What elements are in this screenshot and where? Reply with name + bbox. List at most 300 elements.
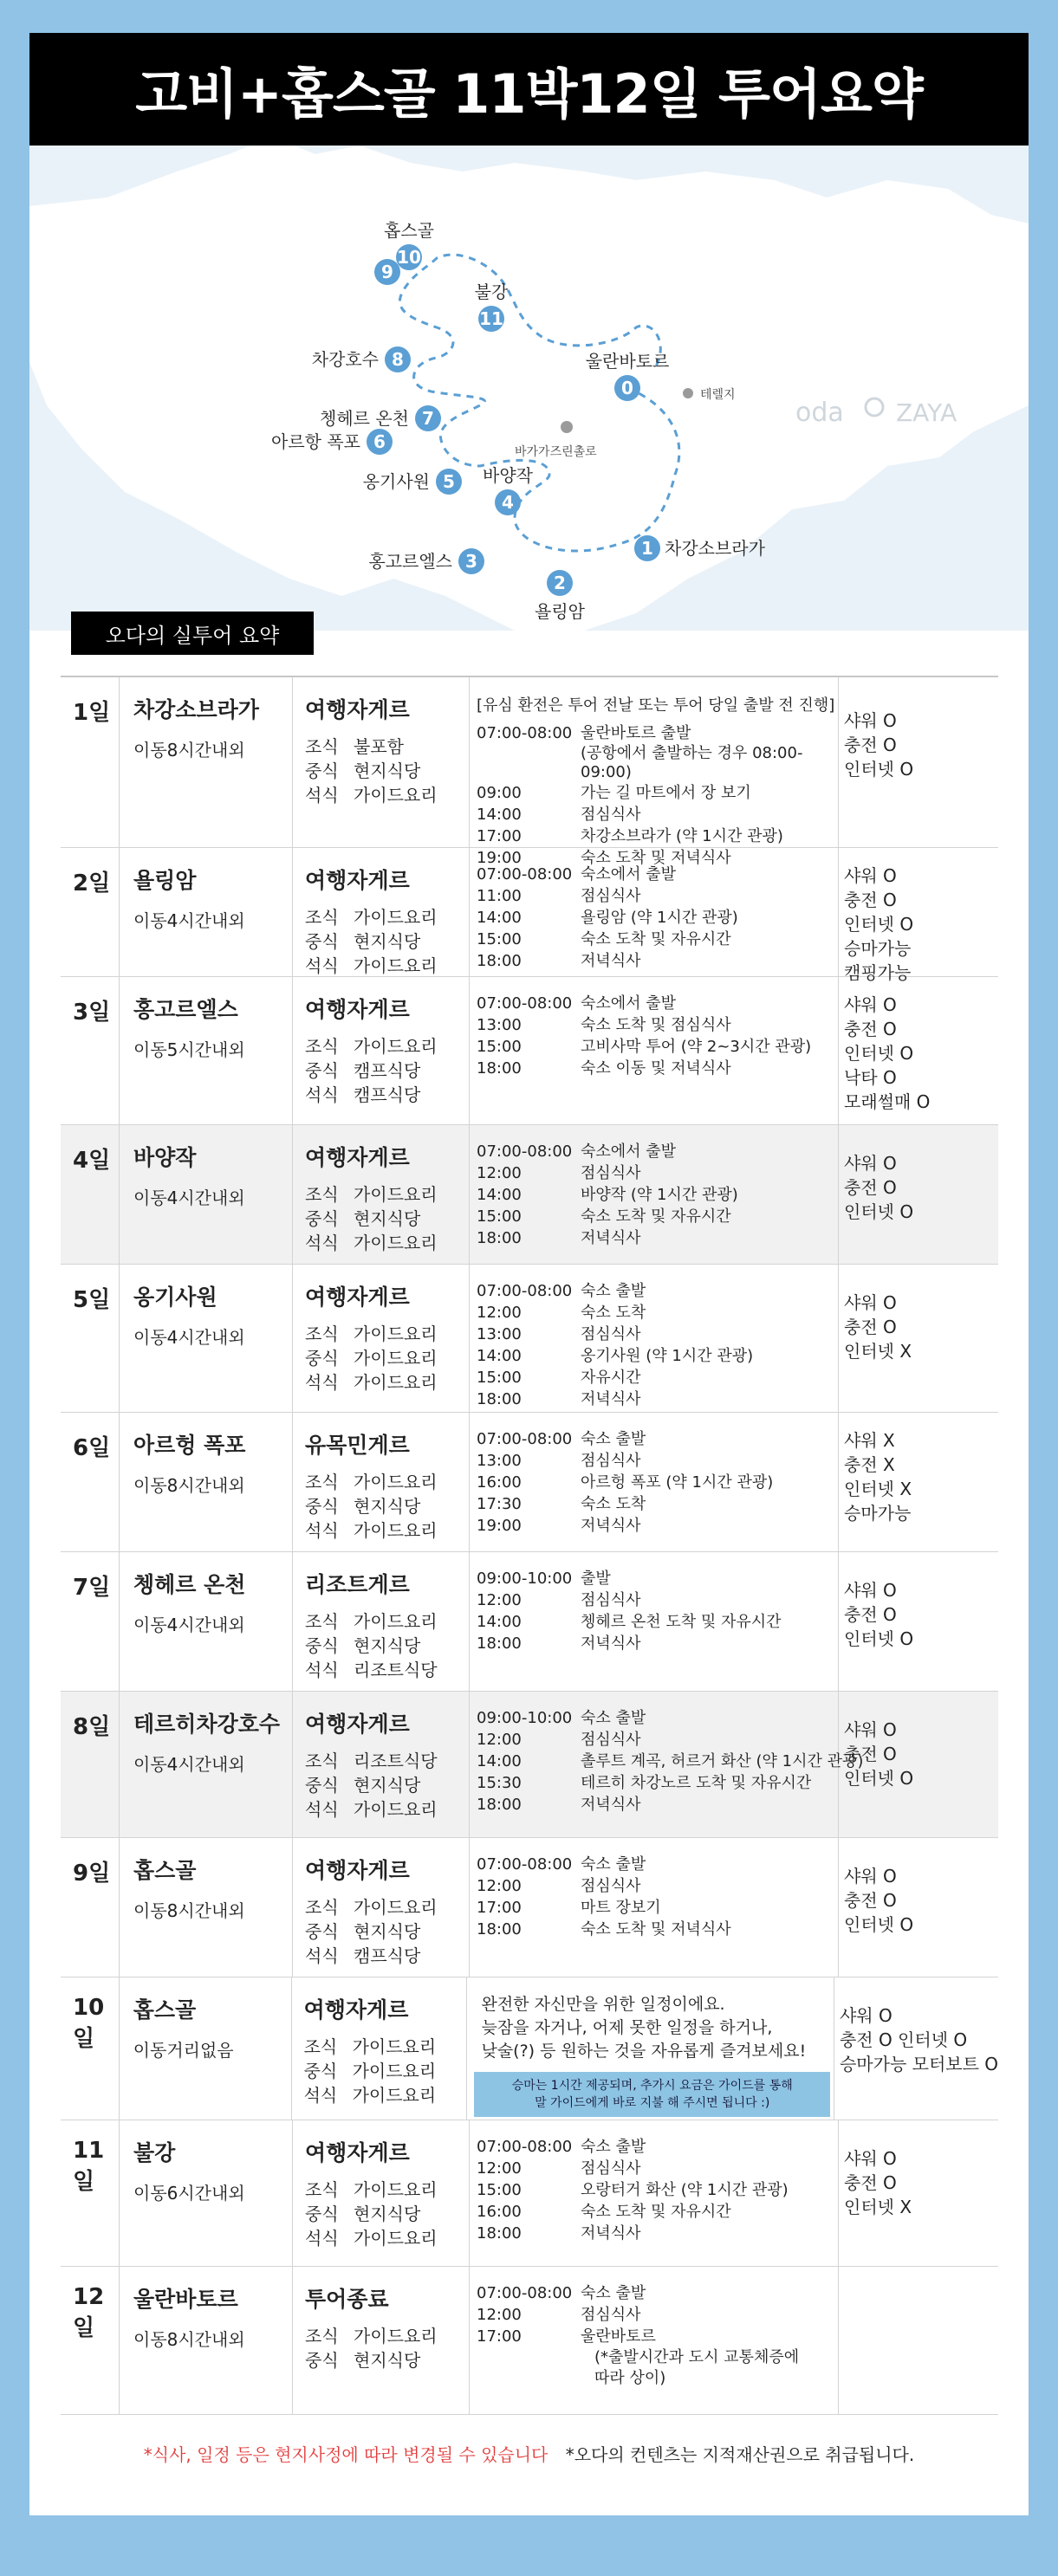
schedule-activity: 점심식사 [581, 1164, 641, 1182]
schedule-time: 14:00 [477, 1752, 522, 1770]
schedule-time: 17:30 [477, 1495, 522, 1513]
place-cell [120, 1265, 293, 1412]
day-cell: 10일 [61, 1977, 120, 2120]
stay-cell [293, 1552, 470, 1691]
place-cell [120, 1125, 293, 1264]
schedule-entry [477, 885, 838, 907]
stay-cell [293, 1413, 470, 1551]
schedule-time: 15:00 [477, 1038, 522, 1056]
stay-name: 여행자게르 [305, 1285, 410, 1310]
schedule-time: 15:00 [477, 1369, 522, 1387]
schedule-entry [477, 1280, 838, 1302]
meal-row [305, 1494, 469, 1518]
meal-row [305, 1609, 469, 1634]
meal-value: 현지식당 [354, 1635, 421, 1656]
schedule-cell [470, 1692, 864, 1837]
schedule-time: 14:00 [477, 909, 522, 927]
schedule-activity: 가는 길 마트에서 장 보기 [581, 784, 751, 802]
meal-type: 중식 [305, 2204, 339, 2224]
meal-row [305, 2324, 469, 2348]
schedule-cell [470, 677, 839, 867]
meal-value: 가이드요리 [352, 2061, 437, 2081]
schedule-activity: 저녁식사 [581, 1634, 641, 1653]
schedule-entry [477, 1493, 838, 1515]
amenity-item: 인터넷 O [844, 1768, 914, 1789]
meal-row [304, 2059, 467, 2083]
schedule-activity: 숙소 도착 [581, 1304, 646, 1322]
meal-type: 중식 [305, 761, 339, 781]
brand-oda: oda [795, 398, 844, 428]
meal-type: 중식 [303, 2061, 338, 2081]
meal-list [304, 2035, 467, 2107]
map-stop-label: 홉스골 [384, 220, 434, 241]
map-stop-number: 4 [502, 492, 514, 513]
schedule-entry [477, 1162, 838, 1184]
table-row [61, 2267, 998, 2415]
schedule-activity: 오랑터거 화산 (약 1시간 관광) [581, 2181, 789, 2199]
schedule-entry [477, 1568, 838, 1589]
meal-value: 캠프식당 [354, 1084, 421, 1105]
day-cell: 7일 [61, 1552, 120, 1691]
amenity-item: 인터넷 O [844, 1201, 914, 1222]
schedule-activity: 테르히 차강노르 도착 및 자유시간 [581, 1774, 812, 1792]
amenities-cell [839, 1692, 998, 1837]
meal-list [305, 1895, 469, 1968]
place-name: 쳉헤르 온천 [133, 1572, 246, 1597]
amenity-item: 인터넷 O [844, 914, 914, 935]
meal-value: 가이드요리 [354, 955, 438, 976]
map-stop-label: 홍고르엘스 [368, 551, 452, 572]
schedule-entry [477, 1472, 838, 1493]
day-cell: 9일 [61, 1838, 120, 1977]
meal-value: 가이드요리 [354, 2326, 438, 2346]
schedule-entry [477, 1794, 838, 1815]
meal-value: 가이드요리 [354, 2228, 438, 2249]
schedule-entry [477, 1751, 864, 1772]
schedule-activity: 점심식사 [581, 1731, 641, 1749]
meal-value: 가이드요리 [354, 2179, 438, 2200]
amenities-cell [839, 677, 998, 847]
stay-cell [293, 848, 470, 976]
schedule-entry [477, 1184, 838, 1206]
schedule-time: 07:00-08:00 [477, 1855, 573, 1874]
schedule-activity: 점심식사 [581, 1452, 641, 1470]
day-cell: 4일 [61, 1125, 120, 1264]
meal-row [305, 1207, 469, 1231]
meal-row [305, 1034, 469, 1058]
itinerary-table [61, 676, 998, 2415]
table-row [61, 1552, 998, 1692]
meal-row [305, 1346, 469, 1370]
meal-value: 현지식당 [354, 1496, 421, 1517]
schedule-activity: 저녁식사 [581, 1229, 641, 1247]
schedule-activity: 점심식사 [581, 1877, 641, 1895]
place-name: 테르히차강호수 [133, 1712, 281, 1737]
meal-row [305, 1919, 469, 1944]
amenity-item: 인터넷 O [844, 759, 914, 780]
place-cell [120, 1977, 292, 2120]
map-stop-number: 3 [465, 551, 477, 572]
schedule-activity: 저녁식사 [581, 1517, 641, 1535]
meal-type: 중식 [305, 1060, 339, 1081]
schedule-cell [470, 2267, 839, 2414]
brand-zaya: ZAYA [896, 398, 957, 427]
table-row [61, 1265, 998, 1413]
schedule-entry [477, 782, 838, 804]
schedule-cell [470, 977, 839, 1124]
schedule-entry [477, 2158, 838, 2179]
stay-cell [292, 1977, 468, 2120]
schedule-activity: 숙소 도착 및 자유시간 [581, 1207, 731, 1226]
meal-type: 석식 [305, 1084, 339, 1105]
schedule-activity: 숙소 출발 [581, 1430, 646, 1448]
schedule-activity: 숙소 도착 및 자유시간 [581, 930, 731, 948]
schedule-time: 18:00 [477, 1796, 522, 1814]
place-name: 홍고르엘스 [133, 997, 238, 1022]
meal-value: 현지식당 [354, 1775, 421, 1796]
meal-row [305, 1518, 469, 1543]
city-label-a: 테렐지 [700, 388, 736, 402]
schedule-cell [467, 1977, 834, 2120]
schedule-activity: 저녁식사 [581, 952, 641, 970]
stay-name: 여행자게르 [305, 997, 410, 1022]
schedule-entry [477, 2223, 838, 2244]
meal-type: 석식 [305, 1799, 339, 1820]
schedule-activity: 숙소 도착 및 저녁식사 [581, 1920, 731, 1938]
schedule-time: 18:00 [477, 2224, 522, 2243]
meal-value: 가이드요리 [354, 1348, 438, 1369]
map-stop-number: 1 [641, 538, 653, 559]
schedule-entry [477, 825, 838, 847]
day-cell: 5일 [61, 1265, 120, 1412]
meal-row [305, 1470, 469, 1494]
schedule-time: 18:00 [477, 1390, 522, 1408]
stay-name: 여행자게르 [305, 1712, 410, 1737]
schedule-entry [477, 1014, 838, 1036]
day-cell: 1일 [61, 677, 120, 847]
schedule-entry [477, 1141, 838, 1162]
table-row [61, 677, 998, 867]
amenities-cell [839, 2120, 998, 2266]
schedule-time: 07:00-08:00 [477, 2138, 573, 2156]
stay-name: 리조트게르 [305, 1572, 410, 1597]
map-stop-label: 차강소브라가 [665, 538, 765, 559]
schedule-activity: 아르헝 폭포 (약 1시간 관광) [581, 1473, 774, 1492]
place-cell [120, 2120, 293, 2266]
move-time: 이동6시간내외 [133, 2183, 245, 2204]
amenity-item: 캠핑가능 [844, 962, 912, 983]
schedule-entry [477, 993, 838, 1014]
schedule-activity: 저녁식사 [581, 1796, 641, 1814]
amenity-item: 인터넷 O [844, 1914, 914, 1935]
table-row [61, 1692, 998, 1838]
meal-value: 캠프식당 [354, 1060, 421, 1081]
table-row [61, 1125, 998, 1265]
meal-value: 가이드요리 [354, 1611, 438, 1632]
meal-value: 리조트식당 [354, 1751, 438, 1771]
schedule-activity: 점심식사 [581, 806, 641, 824]
amenity-item: 충전 X [844, 1454, 895, 1475]
map-stop-number: 7 [422, 408, 434, 429]
amenity-item: 충전 O 인터넷 O [839, 2029, 968, 2050]
stay-cell [293, 1692, 470, 1837]
place-cell [120, 1413, 293, 1551]
schedule-entry [477, 1729, 838, 1751]
move-time: 이동거리없음 [133, 2040, 234, 2061]
meal-row [305, 905, 469, 929]
schedule-time: 12:00 [477, 2306, 522, 2324]
schedule-entry [477, 1897, 838, 1919]
meal-row [305, 783, 469, 807]
schedule-time: 13:00 [477, 1325, 522, 1343]
map-stop-label: 울란바토르 [585, 351, 670, 372]
schedule-time: 13:00 [477, 1016, 522, 1034]
schedule-entry [477, 1854, 838, 1875]
meal-row [305, 1797, 469, 1822]
schedule-activity: 저녁식사 [581, 1390, 641, 1408]
amenity-item: 충전 O [844, 1604, 897, 1625]
schedule-activity: 숙소 도착 및 저녁식사 [581, 849, 731, 867]
meal-list [305, 1034, 469, 1107]
schedule-time: 16:00 [477, 1473, 522, 1492]
meal-type: 중식 [305, 1921, 339, 1942]
meal-value: 현지식당 [354, 931, 421, 952]
schedule-activity: 숙소에서 출발 [581, 865, 677, 883]
table-row [61, 2120, 998, 2267]
schedule-time: 12:00 [477, 2159, 522, 2178]
schedule-entry [477, 722, 838, 744]
map-stop-label: 차강호수 [311, 349, 379, 370]
schedule-time: 12:00 [477, 1731, 522, 1749]
amenity-item: 충전 O [844, 1177, 897, 1198]
meal-type: 조식 [305, 2326, 339, 2346]
schedule-time: 07:00-08:00 [477, 1282, 573, 1300]
schedule-activity: 쳉헤르 온천 도착 및 자유시간 [581, 1613, 782, 1631]
place-name: 옹기사원 [133, 1285, 217, 1310]
meal-row [305, 735, 469, 759]
meal-row [305, 929, 469, 954]
map-stop-number: 11 [479, 308, 503, 329]
page-title: 고비+홉스골 11박12일 투어요약 [29, 33, 1029, 146]
meal-type: 조식 [305, 1184, 339, 1205]
schedule-entry [477, 2201, 838, 2223]
meal-list [305, 1322, 469, 1395]
move-time: 이동8시간내외 [133, 1900, 245, 1921]
schedule-cell [470, 1552, 839, 1691]
amenities-cell [839, 1125, 998, 1264]
schedule-activity: 점심식사 [581, 1325, 641, 1343]
amenity-item: 승마가능 [844, 938, 912, 959]
schedule-entry [477, 1707, 838, 1729]
stay-name: 여행자게르 [305, 697, 410, 722]
meal-value: 가이드요리 [354, 907, 438, 928]
map-stop-label: 아르항 폭포 [271, 431, 360, 452]
place-name: 울란바토르 [133, 2287, 238, 2312]
note-line: 승마는 1시간 제공되며, 추가시 요금은 가이드를 통해 [511, 2079, 793, 2093]
meal-type: 석식 [303, 2085, 338, 2106]
meal-row [305, 2226, 469, 2250]
amenity-item: 샤워 O [844, 1866, 897, 1887]
amenities-cell [834, 1977, 998, 2120]
meal-value: 현지식당 [354, 1921, 421, 1942]
city-label-b: 바가가즈린촐로 [515, 445, 597, 459]
amenity-item: 인터넷 X [844, 2197, 912, 2217]
meal-value: 현지식당 [354, 2204, 421, 2224]
amenities-cell [839, 1413, 998, 1551]
meal-type: 조식 [305, 1751, 339, 1771]
meal-type: 중식 [305, 1348, 339, 1369]
map-stop-number: 6 [373, 431, 386, 452]
schedule-notice: [유심 환전은 투어 전날 또는 투어 당일 출발 전 진행] [477, 696, 835, 715]
place-cell [120, 977, 293, 1124]
schedule-activity: 숙소 도착 및 자유시간 [581, 2203, 731, 2221]
footer-black-note: *오다의 컨텐츠는 지적재산권으로 취급됩니다. [565, 2444, 915, 2465]
schedule-time: 19:00 [477, 849, 522, 867]
schedule-activity: 숙소에서 출발 [581, 1142, 677, 1161]
schedule-time: 07:00-08:00 [477, 1142, 573, 1161]
schedule-activity: 차강소브라가 (약 1시간 관광) [581, 827, 783, 845]
meal-list [305, 1609, 469, 1682]
schedule-time: 14:00 [477, 1613, 522, 1631]
schedule-entry [477, 1772, 838, 1794]
amenity-item: 모래썰매 O [844, 1091, 931, 1112]
map-svg [29, 146, 1029, 631]
amenity-item: 충전 O [844, 735, 897, 755]
schedule-entry [477, 804, 838, 825]
meal-type: 조식 [305, 1036, 339, 1057]
schedule-entry [477, 1589, 838, 1611]
schedule-activity: 숙소 출발 [581, 1855, 646, 1874]
meal-row [305, 1083, 469, 1107]
schedule-entry [477, 1367, 838, 1388]
amenity-item: 샤워 X [844, 1430, 895, 1451]
schedule-activity: 점심식사 [581, 2159, 641, 2178]
meal-row [305, 1773, 469, 1797]
schedule-time: 15:00 [477, 930, 522, 948]
schedule-time: 07:00-08:00 [477, 865, 573, 883]
amenity-item: 충전 O [844, 1890, 897, 1911]
stay-name: 여행자게르 [305, 2140, 410, 2165]
place-cell [120, 1692, 293, 1837]
map-stop-number: 8 [392, 349, 404, 370]
meal-value: 현지식당 [354, 761, 421, 781]
schedule-activity: 숙소 출발 [581, 2138, 646, 2156]
meal-type: 조식 [305, 1611, 339, 1632]
schedule-time: 09:00-10:00 [477, 1709, 573, 1727]
table-row [61, 977, 998, 1125]
schedule-time: 15:00 [477, 2181, 522, 2199]
meal-type: 중식 [305, 1635, 339, 1656]
schedule-entry [477, 1611, 838, 1633]
amenities-cell [839, 977, 998, 1124]
meal-value: 리조트식당 [354, 1660, 438, 1680]
meal-row [305, 1634, 469, 1658]
schedule-time: 12:00 [477, 1304, 522, 1322]
amenity-item: 충전 O [844, 1019, 897, 1039]
meal-value: 불포함 [354, 736, 404, 757]
stay-name: 여행자게르 [303, 1997, 409, 2023]
schedule-time: 12:00 [477, 1164, 522, 1182]
free-day-text: 낮술(?) 등 원하는 것을 자유롭게 즐겨보세요! [481, 2042, 807, 2061]
stay-name: 투어종료 [305, 2287, 389, 2312]
schedule-time: 12:00 [477, 1877, 522, 1895]
schedule-time: 07:00-08:00 [477, 724, 573, 742]
amenity-item: 충전 O [844, 2172, 897, 2193]
place-cell [120, 848, 293, 976]
meal-type: 조식 [305, 2179, 339, 2200]
place-cell [120, 2267, 293, 2414]
stay-cell [293, 977, 470, 1124]
schedule-time: 18:00 [477, 1229, 522, 1247]
stay-cell [293, 2267, 470, 2414]
meal-value: 캠프식당 [354, 1945, 421, 1966]
meal-type: 석식 [305, 2228, 339, 2249]
stay-cell [293, 1125, 470, 1264]
footer-red-note: *식사, 일정 등은 현지사정에 따라 변경될 수 있습니다 [143, 2444, 548, 2465]
schedule-entry [477, 2179, 838, 2201]
meal-row [305, 1322, 469, 1346]
meal-type: 중식 [305, 931, 339, 952]
meal-row [305, 1182, 469, 1207]
place-name: 바양작 [133, 1145, 197, 1170]
meal-value: 가이드요리 [354, 1520, 438, 1541]
place-name: 홉스골 [133, 1997, 197, 2023]
schedule-cell [470, 1125, 839, 1264]
stay-cell [293, 1265, 470, 1412]
route-map [29, 146, 1029, 631]
city-dot-a [683, 388, 693, 398]
place-name: 아르헝 폭포 [133, 1433, 246, 1458]
amenities-cell [839, 1265, 998, 1412]
schedule-activity: 출발 [581, 1570, 611, 1588]
amenity-item: 충전 O [844, 1744, 897, 1764]
section-label: 오다의 실투어 요약 [71, 612, 314, 655]
day-cell: 2일 [61, 848, 120, 976]
map-stop-label: 쳉헤르 온천 [320, 408, 409, 429]
schedule-activity: 점심식사 [581, 1591, 641, 1609]
schedule-entry [477, 1875, 838, 1897]
meal-type: 조식 [305, 907, 339, 928]
amenity-item: 샤워 O [844, 710, 897, 731]
schedule-time: 11:00 [477, 887, 522, 905]
meal-value: 가이드요리 [354, 1472, 438, 1492]
meal-value: 가이드요리 [352, 2085, 437, 2106]
move-time: 이동8시간내외 [133, 2329, 245, 2350]
amenity-item: 샤워 O [844, 1580, 897, 1601]
schedule-cell [470, 1265, 839, 1412]
schedule-activity: 촐루트 계곡, 허르거 화산 (약 1시간 관광) [581, 1752, 864, 1770]
amenity-item: 인터넷 X [844, 1479, 912, 1499]
amenity-item: 샤워 O [844, 1153, 897, 1174]
schedule-cell [470, 2120, 839, 2266]
page-frame [29, 33, 1029, 2515]
amenity-item: 승마가능 [844, 1503, 912, 1524]
schedule-activity: 숙소 출발 [581, 1709, 646, 1727]
move-time: 이동8시간내외 [133, 740, 245, 761]
stay-name: 여행자게르 [305, 1145, 410, 1170]
meal-type: 석식 [305, 1945, 339, 1966]
meal-type: 석식 [305, 955, 339, 976]
stay-name: 여행자게르 [305, 1858, 410, 1883]
schedule-entry [477, 950, 838, 972]
schedule-activity: 숙소 도착 [581, 1495, 646, 1513]
map-stop-number: 10 [397, 247, 421, 268]
schedule-activity: 점심식사 [581, 2306, 641, 2324]
schedule-entry [477, 1633, 838, 1654]
schedule-entry [477, 1227, 838, 1249]
schedule-activity: 마트 장보기 [581, 1899, 661, 1917]
meal-type: 석식 [305, 1372, 339, 1393]
